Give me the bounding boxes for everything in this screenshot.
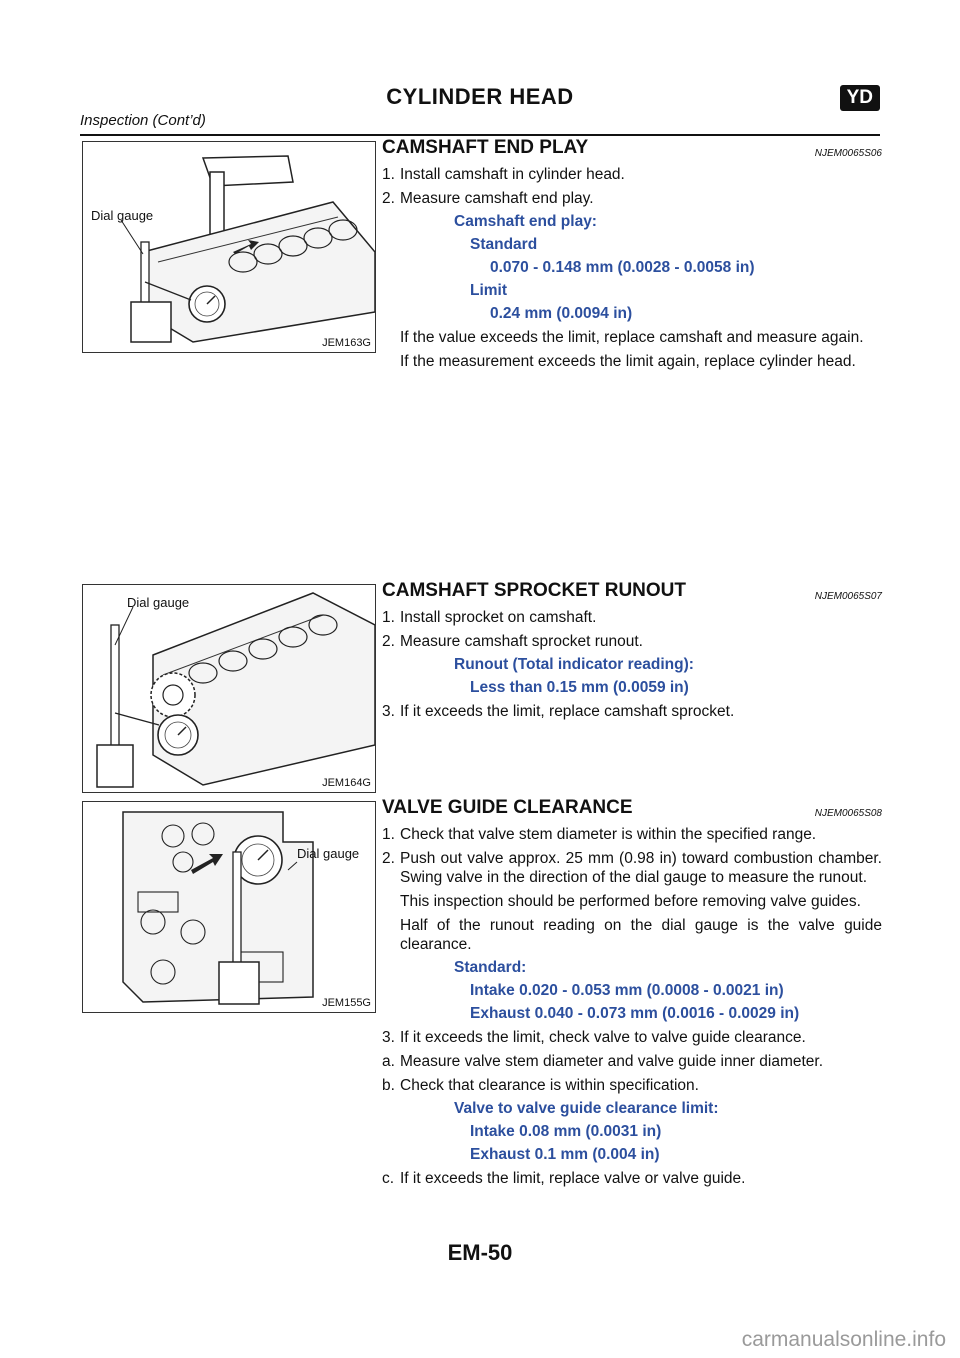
section-title-text: CAMSHAFT END PLAY xyxy=(382,137,589,158)
step-text: Measure camshaft sprocket runout. xyxy=(400,633,643,650)
section-camshaft-end-play xyxy=(382,138,882,371)
step-number: 1. xyxy=(382,166,395,183)
spec-exhaust: Exhaust 0.1 mm (0.004 in) xyxy=(470,1146,660,1163)
spec-limit-value: 0.24 mm (0.0094 in) xyxy=(490,305,633,322)
section-title-text: CAMSHAFT SPROCKET RUNOUT xyxy=(382,580,686,601)
step-number: 2. xyxy=(382,190,395,207)
note-text: This inspection should be performed before removing valve guides. xyxy=(400,893,861,910)
figure-camshaft-end-play xyxy=(82,141,376,353)
step-number: 1. xyxy=(382,826,395,843)
figure-id: JEM163G xyxy=(322,337,371,349)
spec-intake: Intake 0.020 - 0.053 mm (0.0008 - 0.0021 in) xyxy=(470,982,784,999)
dial-gauge-callout: Dial gauge xyxy=(127,595,190,610)
step-text: If it exceeds the limit, replace valve or valve guide. xyxy=(400,1170,746,1187)
step-text: Install sprocket on camshaft. xyxy=(400,609,597,626)
sprocket-runout-illustration xyxy=(83,585,375,792)
valve-guide-illustration xyxy=(83,802,375,1012)
section-title xyxy=(382,138,882,160)
step-item xyxy=(382,1169,882,1188)
step-item xyxy=(382,632,882,651)
figure-id: JEM164G xyxy=(322,777,371,789)
page-subtitle: Inspection (Cont’d) xyxy=(80,112,206,129)
step-number: 2. xyxy=(382,850,395,867)
page-header xyxy=(80,84,880,136)
note-text: If the measurement exceeds the limit again, replace cylinder head. xyxy=(400,353,856,370)
step-text: Check that clearance is within specification. xyxy=(400,1077,699,1094)
step-letter: a. xyxy=(382,1053,395,1070)
watermark: carmanualsonline.info xyxy=(741,1328,946,1351)
section-title xyxy=(382,581,882,603)
section-title xyxy=(382,798,882,820)
figure-id: JEM155G xyxy=(322,997,371,1009)
section-title-text: VALVE GUIDE CLEARANCE xyxy=(382,797,633,818)
figure-sprocket-runout xyxy=(82,584,376,793)
spec-standard-label: Standard xyxy=(470,236,538,253)
spec-intake: Intake 0.08 mm (0.0031 in) xyxy=(470,1123,662,1140)
dial-gauge-callout: Dial gauge xyxy=(297,846,360,861)
spec-title: Camshaft end play: xyxy=(454,213,597,230)
step-item xyxy=(382,1076,882,1095)
note-text: Half of the runout reading on the dial gauge is the valve guide clearance. xyxy=(400,917,882,953)
spec-exhaust: Exhaust 0.040 - 0.073 mm (0.0016 - 0.0029 in) xyxy=(470,1005,800,1022)
step-number: 3. xyxy=(382,1029,395,1046)
step-item xyxy=(382,1028,882,1047)
step-text: Install camshaft in cylinder head. xyxy=(400,166,625,183)
step-text: If it exceeds the limit, replace camshaft sprocket. xyxy=(400,703,735,720)
header-divider xyxy=(80,134,880,136)
step-item xyxy=(382,849,882,887)
section-code: NJEM0065S06 xyxy=(814,148,882,159)
page-number: EM-50 xyxy=(447,1240,513,1265)
step-text: Push out valve approx. 25 mm (0.98 in) toward combustion chamber. Swing valve in the direction of the dial gauge to measure the runout. xyxy=(400,850,882,886)
dial-gauge-callout: Dial gauge xyxy=(91,208,154,223)
step-item xyxy=(382,825,882,844)
spec-limit-label: Limit xyxy=(470,282,508,299)
step-text: If it exceeds the limit, check valve to valve guide clearance. xyxy=(400,1029,806,1046)
spec-title: Standard: xyxy=(454,959,527,976)
step-item xyxy=(382,608,882,627)
camshaft-end-play-illustration xyxy=(83,142,375,352)
step-item xyxy=(382,1052,882,1071)
section-code: NJEM0065S07 xyxy=(814,591,882,602)
step-text: Measure valve stem diameter and valve guide inner diameter. xyxy=(400,1053,824,1070)
spec-title: Valve to valve guide clearance limit: xyxy=(454,1100,719,1117)
spec-standard-value: 0.070 - 0.148 mm (0.0028 - 0.0058 in) xyxy=(490,259,755,276)
section-sprocket-runout xyxy=(382,581,882,721)
spec-title: Runout (Total indicator reading): xyxy=(454,656,694,673)
step-number: 3. xyxy=(382,703,395,720)
step-item xyxy=(382,165,882,184)
section-valve-guide-clearance xyxy=(382,798,882,1188)
step-item xyxy=(382,189,882,208)
step-text: Measure camshaft end play. xyxy=(400,190,594,207)
spec-value: Less than 0.15 mm (0.0059 in) xyxy=(470,679,689,696)
section-code: NJEM0065S08 xyxy=(814,808,882,819)
step-letter: c. xyxy=(382,1170,395,1187)
note-text: If the value exceeds the limit, replace camshaft and measure again. xyxy=(400,329,864,346)
step-letter: b. xyxy=(382,1077,395,1094)
engine-badge: YD xyxy=(840,85,880,111)
page-title: CYLINDER HEAD xyxy=(386,84,574,109)
step-number: 1. xyxy=(382,609,395,626)
step-text: Check that valve stem diameter is within the specified range. xyxy=(400,826,817,843)
step-item xyxy=(382,702,882,721)
step-number: 2. xyxy=(382,633,395,650)
figure-valve-guide-clearance xyxy=(82,801,376,1013)
